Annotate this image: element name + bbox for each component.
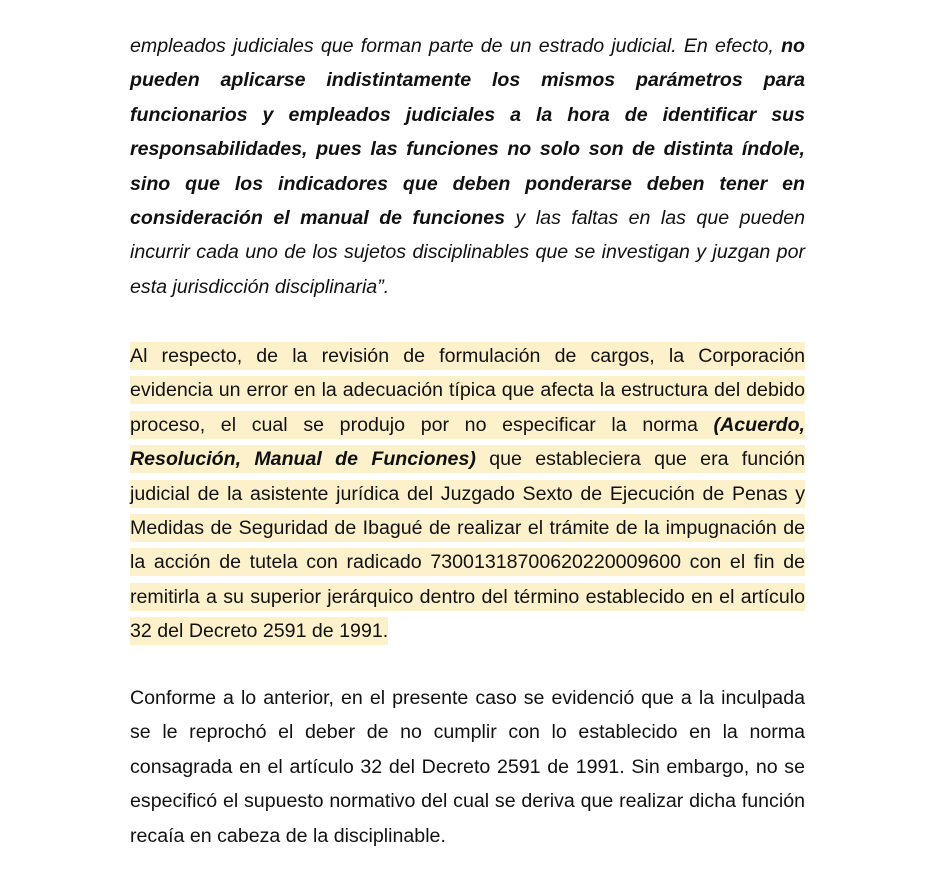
conclusion-text: Conforme a lo anterior, en el presente caso se evidenció que a la inculpada se le reprochó el deber de no cumplir con lo establecido en la norma consagrada en el artículo 32 del Decreto 2591 de 1991. Sin embargo, no se especificó el supuesto normativo del cual se deriva que realizar dicha función recaía en cabeza de la disciplinable. (130, 687, 805, 847)
quote-text-start: empleados judiciales que forman parte de un estrado judicial. En efecto, (130, 35, 782, 57)
quote-bold-emphasis: no pueden aplicarse indistintamente los mismos parámetros para funcionarios y empleados judiciales a la hora de identificar sus responsabilidades, pues las funciones no solo son de distinta índole, sino que los indicadores que deben ponderarse deben tener en consideración el manual de funciones (130, 35, 805, 230)
highlight-text-start: Al respecto, de la revisión de formulación de cargos, la Corporación evidencia un error en la adecuación típica que afecta la estructura del debido proceso, el cual se produjo por no especificar la norma (130, 342, 805, 439)
conclusion-paragraph (130, 681, 805, 853)
quoted-paragraph (130, 29, 805, 304)
highlight-text-end: que estableciera que era función judicial de la asistente jurídica del Juzgado Sexto de Ejecución de Penas y Medidas de Seguridad de Ibagué de realizar el trámite de la impugnación de la acción de tutela con radicado 73001318700620220009600 con el fin de remitirla a su superior jerárquico dentro del término establecido en el artículo 32 del Decreto 2591 de 1991. (130, 445, 805, 645)
highlighted-paragraph (130, 339, 805, 649)
quote-text-end: y las faltas en las que pueden incurrir cada uno de los sujetos disciplinables que se investigan y juzgan por esta jurisdicción disciplinaria”. (130, 207, 805, 298)
highlight-bold-italic-emphasis: (Acuerdo, Resolución, Manual de Funciones) (130, 411, 805, 473)
